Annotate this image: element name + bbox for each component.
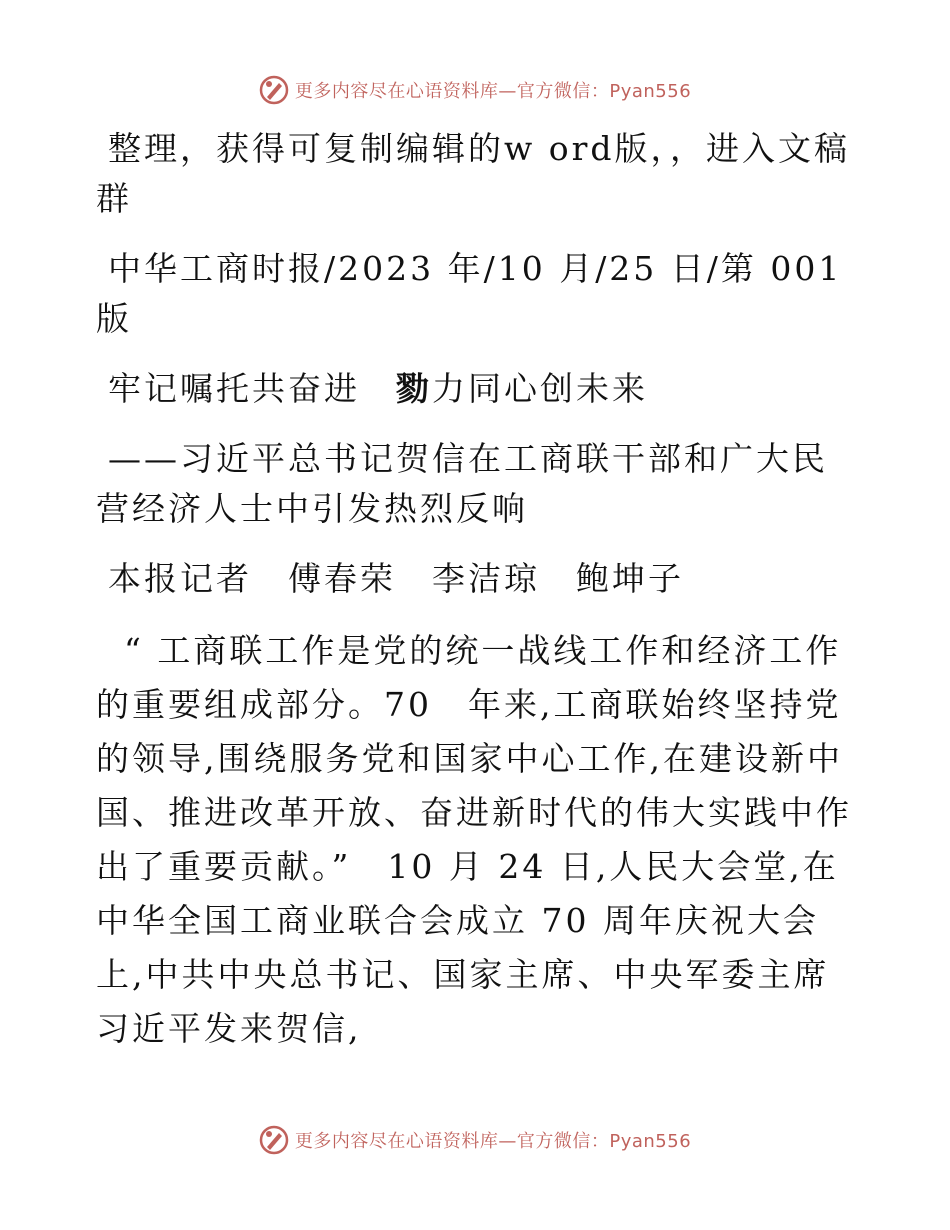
dateline: 中华工商时报/2023 年/10 月/25 日/第 001 版 — [96, 249, 843, 338]
headline-part2: 力同心创未来 — [432, 369, 648, 408]
header-watermark — [0, 70, 950, 110]
body-paragraph: “ 工商联工作是党的统一战线工作和经济工作的重要组成部分。70 年来,工商联始终坚持党的领导,围绕服务党和国家中心工作,在建设新中国、推进改革开放、奋进新时代的伟大实践中作出了重要贡献。” 10 月 24 日,人民大会堂,在中华全国工商业联合会成立 70 周年庆祝大会上,中共中央总书记、国家主席、中央军委主席习近平发来贺信, — [96, 631, 852, 1048]
document-note: 整理，获得可复制编辑的w ord版，，进入文稿群 — [96, 129, 851, 218]
watermark-text: 更多内容尽在心语资料库—官方微信：Pyan556 — [294, 1131, 692, 1152]
pen-logo-icon — [259, 75, 289, 105]
subheadline: ——习近平总书记贺信在工商联干部和广大民营经济人士中引发热烈反响 — [96, 439, 828, 528]
byline: 本报记者 傅春荣 李洁琼 鲍坤子 — [108, 559, 684, 598]
footer-watermark — [0, 1120, 950, 1160]
watermark-text: 更多内容尽在心语资料库—官方微信：Pyan556 — [294, 81, 692, 102]
headline — [96, 364, 856, 414]
document-content — [96, 124, 856, 1076]
watermark-account: Pyan556 — [609, 1131, 692, 1152]
pen-logo-icon — [259, 1125, 289, 1155]
headline-part1: 牢记嘱托共奋进 — [108, 369, 360, 408]
watermark-account: Pyan556 — [609, 81, 692, 102]
headline-char: 勠 — [396, 369, 432, 408]
